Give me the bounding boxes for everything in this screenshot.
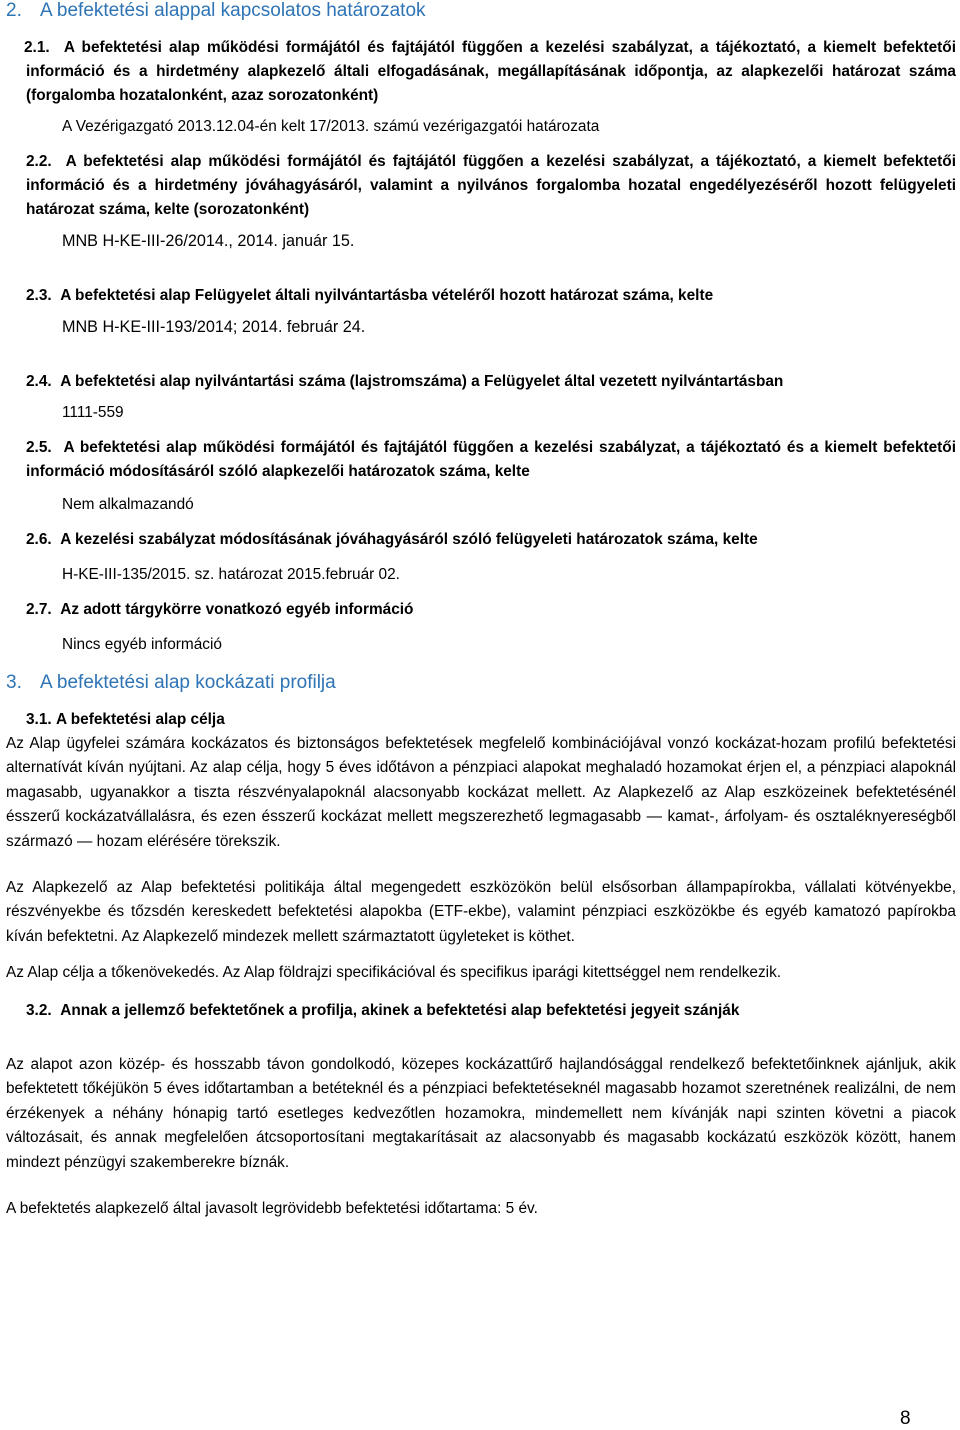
subsection-number: 2.4. (26, 373, 52, 390)
paragraph: Az Alap ügyfelei számára kockázatos és biztonságos befektetések megfelelő kombinációjával vonzó kockázat-hozam profilú befektetési alternatívát kíván nyújtani. Az alap célja, hogy 5 éves időtávon a pénzpiaci alapokat meghaladó hozamokat érjen el, a pénzpiaci alapoknál magasabb, ugyanakkor a tiszta részvényalapoknál alacsonyabb kockázat mellett. Az Alapkezelő az Alap eszközeinek befektetésénél ésszerű kockázatvállalásra, és ezen ésszerű kockázat mellett megszerezhető legmagasabb — kamat-, árfolyam- és osztaléknyereségből származó — hozam elérésére törekszik. (6, 735, 956, 850)
subsection-heading-2-6 (26, 528, 956, 552)
subsection-title: A befektetési alap nyilvántartási száma (lajstromszáma) a Felügyelet által vezetett nyilvántartásban (60, 373, 784, 390)
section-heading-2 (6, 0, 426, 22)
paragraph: Az Alapkezelő az Alap befektetési politikája által megengedett eszközökön belül elsősorban állampapírokba, vállalati kötvényekbe, részvényekbe és tőzsdén kereskedett befektetési alapokba (ETF-ekbe), valamint pénzpiaci eszközökbe és egyéb kamatozó papírokba kíván befektetni. Az Alapkezelő mindezek mellett származtatott ügyleteket is köthet. (6, 879, 956, 945)
subsection-title: A befektetési alap Felügyelet általi nyilvántartásba vételéről hozott határozat száma, kelte (60, 287, 714, 304)
section-title: A befektetési alap kockázati profilja (40, 672, 336, 693)
section-title: A befektetési alappal kapcsolatos határozatok (40, 0, 426, 21)
section-number: 3. (6, 672, 22, 693)
section-number: 2. (6, 0, 22, 21)
paragraph: Az alapot azon közép- és hosszabb távon gondolkodó, közepes kockázattűrő hajlandósággal rendelkező befektetőinknek ajánljuk, akik befektetett tőkéjükön 5 éves időtartamban a betéteknél és a pénzpiaci befektetéseknél magasabb hozamot szeretnének realizálni, de nem érzékenyek a néhány hónapig tartó esetleges kedvezőtlen hozamokra, mindemellett nem kívánják napi szinten követni a piacok változásait, és annak megfelelően átcsoportosítani megtakarításait az alacsonyabb és magasabb kockázatú eszközök között, hanem mindezt pénzügyi szakemberekre bíznák. (6, 1056, 956, 1171)
subsection-title: Az adott tárgykörre vonatkozó egyéb információ (60, 601, 414, 618)
subsection-value-2-1: A Vezérigazgató 2013.12.04-én kelt 17/2013. számú vezérigazgatói határozata (62, 118, 600, 135)
subsection-heading-3-2 (26, 999, 739, 1023)
subsection-value-2-4: 1111-559 (62, 404, 124, 421)
paragraph: A befektetés alapkezelő által javasolt legrövidebb befektetési időtartama: 5 év. (6, 1200, 538, 1217)
page-number: 8 (900, 1408, 911, 1429)
subsection-heading-2-4 (26, 370, 956, 394)
subsection-title: A befektetési alap működési formájától és fajtájától függően a kezelési szabályzat, a tájékoztató, a kiemelt befektetői információ és a hirdetmény alapkezelő általi elfogadásának, megállapításának időpontja, az alapkezelői határozat száma (forgalomba hozatalonként, azaz sorozatonként) (26, 39, 956, 104)
subsection-number: 2.1. (24, 39, 50, 56)
subsection-value-2-7: Nincs egyéb információ (62, 636, 222, 653)
subsection-heading-2-3 (26, 284, 956, 308)
section-heading-3 (6, 672, 336, 694)
subsection-heading-2-5 (26, 436, 956, 484)
subsection-value-2-2: MNB H-KE-III-26/2014., 2014. január 15. (62, 232, 355, 250)
subsection-title: A kezelési szabályzat módosításának jóváhagyásáról szóló felügyeleti határozatok száma, kelte (60, 531, 758, 548)
subsection-heading-2-7 (26, 598, 956, 622)
subsection-value-2-6: H-KE-III-135/2015. sz. határozat 2015.február 02. (62, 566, 400, 583)
subsection-value-2-3: MNB H-KE-III-193/2014; 2014. február 24. (62, 318, 366, 336)
paragraph: Az Alap célja a tőkenövekedés. Az Alap földrajzi specifikációval és specifikus iparági kitettséggel nem rendelkezik. (6, 964, 782, 981)
subsection-number: 2.2. (26, 153, 52, 170)
subsection-heading-3-1 (26, 708, 225, 732)
subsection-heading-2-1 (26, 36, 956, 108)
subsection-title: Annak a jellemző befektetőnek a profilja, akinek a befektetési alap befektetési jegyeit szánják (60, 1002, 740, 1019)
subsection-title: A befektetési alap működési formájától és fajtájától függően a kezelési szabályzat, a tájékoztató, a kiemelt befektetői információ és a hirdetmény jóváhagyásáról, valamint a nyilvános forgalomba hozatal engedélyezéséről hozott felügyeleti határozat száma, kelte (sorozatonként) (26, 153, 956, 218)
subsection-number: 2.5. (26, 439, 52, 456)
subsection-heading-2-2 (26, 150, 956, 222)
subsection-title: A befektetési alap célja (55, 711, 225, 728)
subsection-number: 2.3. (26, 287, 52, 304)
subsection-number: 2.6. (26, 531, 52, 548)
subsection-number: 3.1. (26, 711, 52, 728)
subsection-title: A befektetési alap működési formájától és fajtájától függően a kezelési szabályzat, a tájékoztató és a kiemelt befektetői információ módosításáról szóló alapkezelői határozatok száma, kelte (26, 439, 956, 480)
subsection-number: 2.7. (26, 601, 52, 618)
subsection-value-2-5: Nem alkalmazandó (62, 496, 194, 513)
subsection-number: 3.2. (26, 1002, 52, 1019)
